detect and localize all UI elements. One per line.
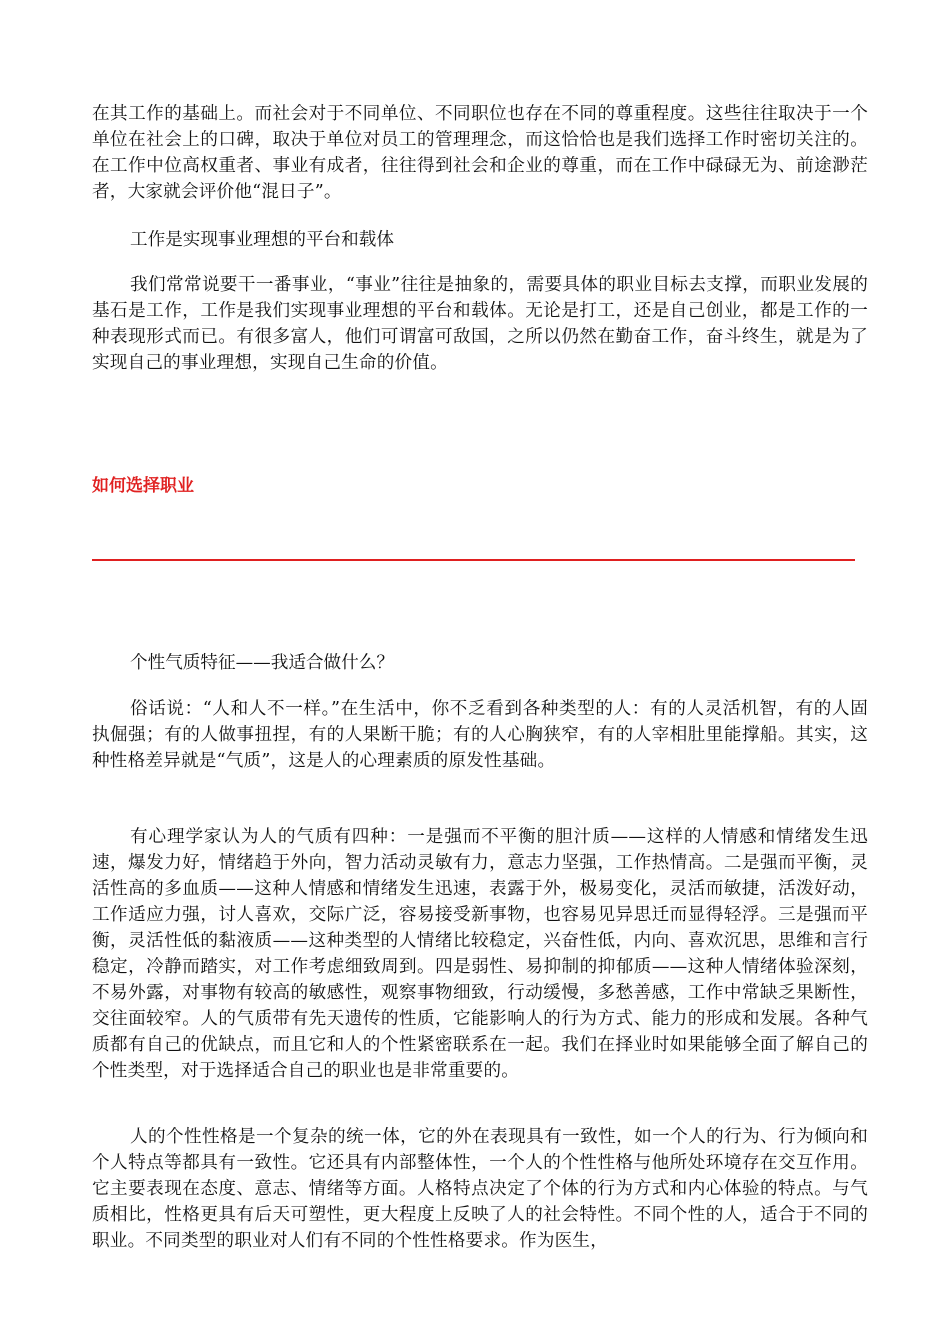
paragraph-social-respect: 在其工作的基础上。而社会对于不同单位、不同职位也存在不同的尊重程度。这些往往取决于一个单位在社会上的口碑，取决于单位对员工的管理理念，而这恰恰也是我们选择工作时密切关注的。在工作中位高权重者、事业有成者，往往得到社会和企业的尊重，而在工作中碌碌无为、前途渺茫者，大家就会评价他“混日子”。 <box>92 104 868 202</box>
paragraph-four-temperaments: 有心理学家认为人的气质有四种：一是强而不平衡的胆汁质——这样的人情感和情绪发生迅速，爆发力好，情绪趋于外向，智力活动灵敏有力，意志力坚强，工作热情高。二是强而平衡，灵活性高的多血质——这种人情感和情绪发生迅速，表露于外，极易变化，灵活而敏捷，活泼好动，工作适应力强，讨人喜欢，交际广泛，容易接受新事物，也容易见异思迁而显得轻浮。三是强而平衡，灵活性低的黏液质——这种类型的人情绪比较稳定，兴奋性低，内向、喜欢沉思，思维和言行稳定，冷静而踏实，对工作考虑细致周到。四是弱性、易抑制的抑郁质——这种人情绪体验深刻，不易外露，对事物有较高的敏感性，观察事物细致，行动缓慢，多愁善感，工作中常缺乏果断性，交往面较窄。人的气质带有先天遗传的性质，它能影响人的行为方式、能力的形成和发展。各种气质都有自己的优缺点，而且它和人的个性紧密联系在一起。我们在择业时如果能够全面了解自己的个性类型，对于选择适合自己的职业也是非常重要的。 <box>92 827 868 1081</box>
paragraph-personality-character: 人的个性性格是一个复杂的统一体，它的外在表现具有一致性，如一个人的行为、行为倾向和个人特点等都具有一致性。它还具有内部整体性，一个人的个性性格与他所处环境存在交互作用。它主要表现在态度、意志、情绪等方面。人格特点决定了个体的行为方式和内心体验的特点。与气质相比，性格更具有后天可塑性，更大程度上反映了人的社会特性。不同个性的人，适合于不同的职业。不同类型的职业对人们有不同的个性性格要求。作为医生， <box>92 1127 868 1251</box>
subheading-personality-temperament: 个性气质特征——我适合做什么？ <box>130 653 394 673</box>
subheading-work-platform: 工作是实现事业理想的平台和载体 <box>130 230 394 250</box>
section-divider-rule <box>92 559 855 561</box>
paragraph-people-differ: 俗话说：“人和人不一样。”在生活中，你不乏看到各种类型的人：有的人灵活机智，有的人固执倔强；有的人做事扭捏，有的人果断干脆；有的人心胸狭窄，有的人宰相肚里能撑船。其实，这种性格差异就是“气质”，这是人的心理素质的原发性基础。 <box>92 699 868 771</box>
paragraph-career-ideal: 我们常常说要干一番事业，“事业”往往是抽象的，需要具体的职业目标去支撑，而职业发展的基石是工作，工作是我们实现事业理想的平台和载体。无论是打工，还是自己创业，都是工作的一种表现形式而已。有很多富人，他们可谓富可敌国，之所以仍然在勤奋工作，奋斗终生，就是为了实现自己的事业理想，实现自己生命的价值。 <box>92 275 868 373</box>
section-title-how-to-choose-career: 如何选择职业 <box>92 476 194 496</box>
